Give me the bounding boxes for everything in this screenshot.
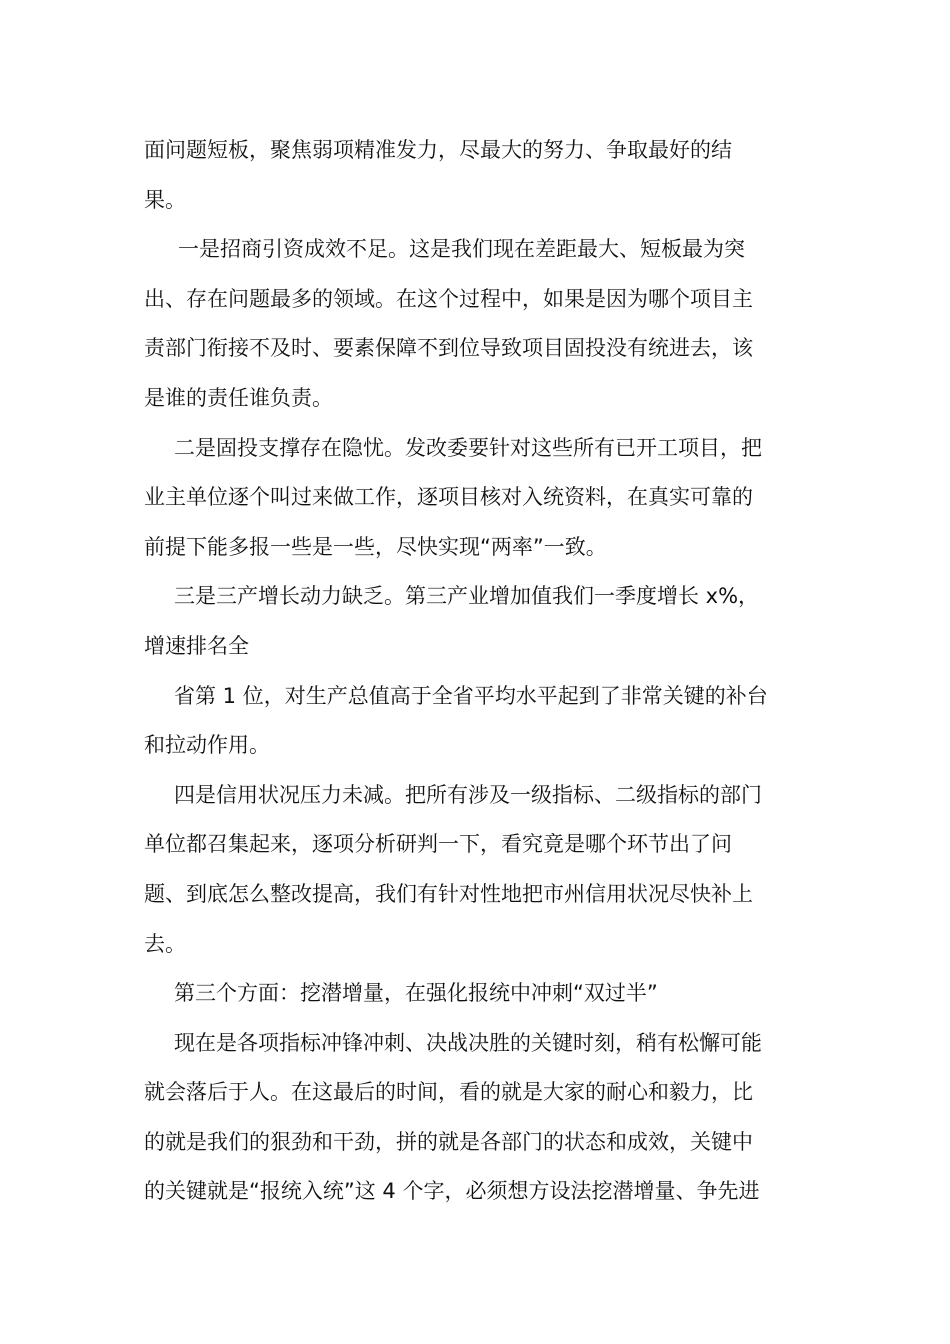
paragraph-credit-status: [144, 771, 808, 969]
text-line: 和拉动作用。: [144, 733, 270, 758]
text-line: 前提下能多报一些是一些，尽快实现“两率”一致。: [144, 534, 607, 559]
text-line: 单位都召集起来，逐项分析研判一下，看究竟是哪个环节出了问: [144, 832, 732, 857]
section-heading-third-aspect: [144, 969, 808, 1019]
text-line: 的就是我们的狠劲和干劲，拼的就是各部门的状态和成效，关键中: [144, 1129, 753, 1154]
text-line: 四是信用状况压力未减。把所有涉及一级指标、二级指标的部门: [174, 782, 762, 807]
text-line: 二是固投支撑存在隐忧。发改委要针对这些所有已开工项目，把: [174, 435, 762, 460]
text-line: 去。: [144, 931, 186, 956]
text-line: 面问题短板，聚焦弱项精准发力，尽最大的努力、争取最好的结: [144, 138, 732, 162]
text-line: 三是三产增长动力缺乏。第三产业增加值我们一季度增长 x%，: [174, 584, 760, 609]
text-line: 题、到底怎么整改提高，我们有针对性地把市州信用状况尽快补上: [144, 881, 753, 906]
text-line: 业主单位逐个叫过来做工作，逐项目核对入统资料，在真实可靠的: [144, 485, 753, 510]
text-line: 一是招商引资成效不足。这是我们现在差距最大、短板最为突: [178, 237, 745, 262]
text-line: 出、存在问题最多的领域。在这个过程中，如果是因为哪个项目主: [144, 286, 753, 311]
text-line: 就会落后于人。在这最后的时间，看的就是大家的耐心和毅力，比: [144, 1080, 753, 1105]
text-line: 的关键就是“报统入统”这 4 个字，必须想方设法挖潜增量、争先进: [144, 1179, 760, 1204]
text-line: 果。: [144, 187, 186, 212]
paragraph-fixed-investment: [144, 424, 808, 573]
text-line: 增速排名全: [144, 633, 249, 658]
text-line: 责部门衔接不及时、要素保障不到位导致项目固投没有统进去，该: [144, 336, 753, 361]
paragraph-investment: [144, 225, 808, 423]
paragraph-tertiary-industry-continued: [144, 672, 808, 771]
text-line: 是谁的责任谁负责。: [144, 385, 333, 410]
text-line: 现在是各项指标冲锋冲刺、决战决胜的关键时刻，稍有松懈可能: [174, 1030, 762, 1055]
text-line: 第三个方面：挖潜增量，在强化报统中冲刺“双过半”: [174, 981, 658, 1006]
text-line: 省第 1 位，对生产总值高于全省平均水平起到了非常关键的补台: [174, 683, 768, 708]
paragraph-tertiary-industry: [144, 572, 808, 671]
paragraph-intro-continuation: [144, 126, 808, 225]
document-body: [144, 126, 808, 1217]
paragraph-final-sprint: [144, 1019, 808, 1217]
